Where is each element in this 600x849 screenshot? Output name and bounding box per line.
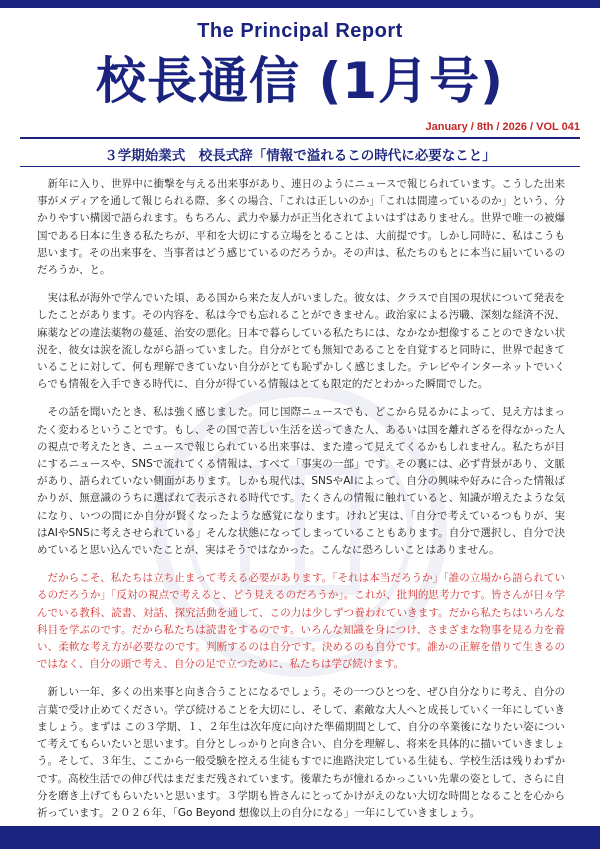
paragraph-3: その話を聞いたとき、私は強く感じました。同じ国際ニュースでも、どこから見るかによって、見え方はまったく変わるということです。もし、その国で苦しい生活を送ってきた人、あるいは国を離れざるを得なかった人の視点で考えたとき、ニュースで報じられている出来事は、また違って見えてくるかもしれません。私たちが目にするニュースや、SNSで流れてくる情報は、すべて「事実の一部」です。その裏には、必ず背景があり、文脈があり、語られていない側面があります。しかも現代は、SNSやAIによって、自分の興味や好みに合った情報ばかりが、無意識のうちに選ばれて表示される時代です。たくさんの情報に触れていると、知識が増えたような気になり、いつの間にか自分が賢くなったような感覚になります。けれど実は、「自分で考えているつもりが、実はAIやSNSに考えさせられている」そんな状態になってしまっていることもあります。自分で選択し、自分で決めていると思い込んでいたことが、実はそうではなかった。こんなに恐ろしいことはありません。 (37, 406, 565, 557)
paragraph-4-highlight: だからこそ、私たちは立ち止まって考える必要があります。「それは本当だろうか」「誰の立場から語られているのだろうか」「反対の視点で考えると、どう見えるのだろうか」。これが、批判的思考力です。皆さんが日々学んでいる教科、読書、対話、探究活動を通して、この力は少しずつ養われていきます。だから私たちはいろんな科目を学ぶのです。だから私たちは読書をするのです。いろんな知識を身につけ、さまざまな物事を見る力を養い、柔軟な考え方が必要なのです。判断するのは自分です。決めるのも自分です。誰かの正解を借りて生きるのではなく、自分の頭で考え、自分の足で立つために、私たちは学び続けます。 (37, 572, 565, 671)
page-title: 校長通信 (1月号) (96, 52, 504, 110)
issue-info: January / 8th / 2026 / VOL 041 (425, 121, 580, 133)
article-headline: ３学期始業式 校長式辞「情報で溢れるこの時代に必要なこと」 (104, 148, 496, 164)
article-body (37, 176, 565, 833)
header-divider (20, 137, 580, 139)
headline-divider (20, 166, 580, 167)
paragraph-1: 新年に入り、世界中に衝撃を与える出来事があり、連日のようにニュースで報じられています。こうした出来事がメディアを通して報じられる際、多くの場合、「これは正しいのか」「これは間違っているのか」という、分かりやすい構図で語られます。もちろん、武力や暴力が正当化されてよいはずはありません。世界で唯一の被爆国である日本に生きる私たちが、平和を大切にする立場をとることは、大前提です。しかし同時に、私はこうも思います。その出来事を、当事者はどう感じているのだろうか。その声は、私たちのもとに本当に届いているのだろうか、と。 (37, 178, 565, 277)
bottom-band (0, 826, 600, 849)
paragraph-5: 新しい一年、多くの出来事と向き合うことになるでしょう。その一つひとつを、ぜひ自分なりに考え、自分の言葉で受け止めてください。学び続けることを大切にし、そして、素敵な大人へと成長していく一年にしていきましょう。まずは この３学期、１、２年生は次年度に向けた準備期間として、自分の卒業後になりたい姿について考えてもらいたいと思います。自分としっかりと向き合い、自分を理解し、将来を具体的に描いていきましょう。そして、３年生、ここから一般受験を控える生徒もすでに進路決定している生徒も、学校生活は残りわずかです。高校生活での伸び代はまだまだ残されています。後輩たちが憧れるかっこいい先輩の姿として、さらに自分を磨き上げてもらいたいと思います。３学期も皆さんにとってかけがえのない大切な時間となることを心から祈っています。２０２６年、「Go Beyond 想像以上の自分になる」一年にしていきましょう。 (37, 686, 565, 819)
series-title: The Principal Report (197, 20, 403, 42)
top-band (0, 0, 600, 8)
paragraph-2: 実は私が海外で学んでいた頃、ある国から来た友人がいました。彼女は、クラスで自国の現状について発表をしたことがあります。その内容を、私は今でも忘れることができません。政治家による汚職、深刻な経済不況、麻薬などの違法薬物の蔓延、治安の悪化。日本で暮らしている私たちには、なかなか想像することのできない状況を、彼女は涙を流しながら語っていました。自分がとても無知であることを自覚すると同時に、世界で起きていることに対して、何も理解できていない自分がとても恥ずかしく感じました。テレビやインターネットでいくらでも情報を入手できる時代に、自分が得ている情報はとても限定的だとわかった瞬間でした。 (37, 292, 565, 391)
